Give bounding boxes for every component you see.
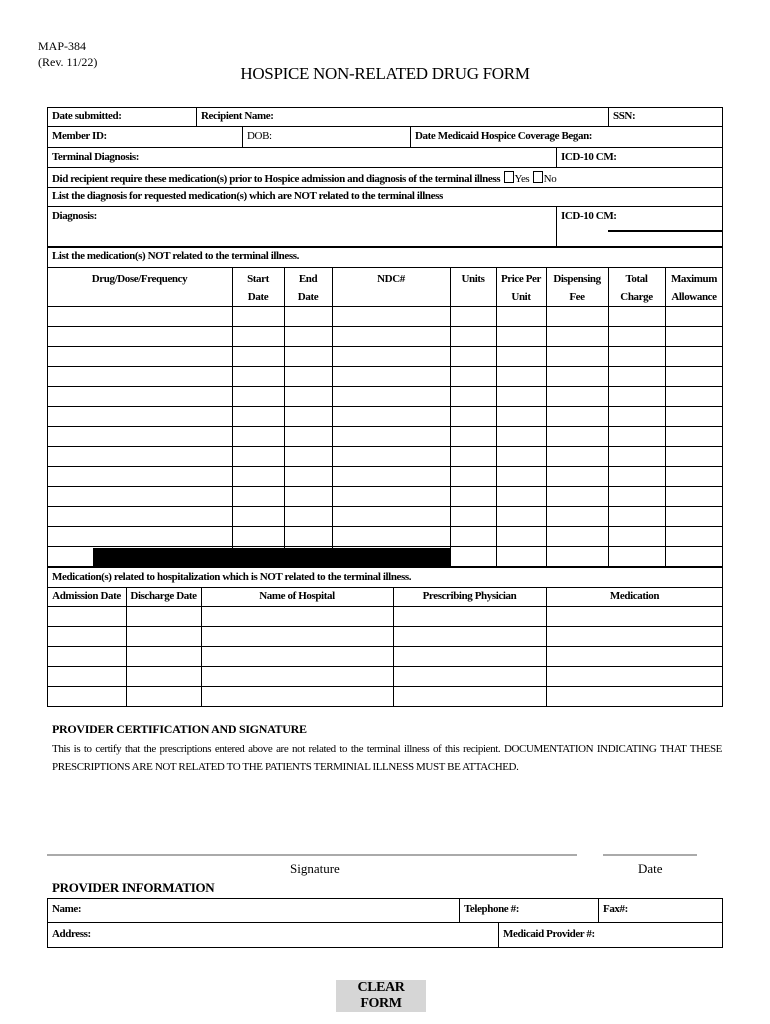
hosp-column-header: Discharge Date	[130, 590, 197, 602]
med-column-header	[232, 270, 284, 306]
yes-checkbox[interactable]	[504, 171, 514, 183]
form-title: HOSPICE NON-RELATED DRUG FORM	[240, 64, 530, 83]
med-column-header	[450, 270, 496, 288]
table-row-divider	[47, 326, 723, 327]
med-column-header-line2: Date	[247, 291, 269, 303]
med-column-header	[332, 270, 450, 288]
prior-medication-question	[52, 171, 556, 186]
med-column-header-line2: Charge	[620, 291, 653, 303]
hospitalization-caption: Medication(s) related to hospitalization which is NOT related to the terminal illness.	[52, 571, 412, 583]
med-column-header-line1: Drug/Dose/Frequency	[91, 273, 188, 285]
coverage-began-field[interactable]: Date Medicaid Hospice Coverage Began:	[415, 130, 593, 142]
fax-field[interactable]: Fax#:	[603, 903, 628, 915]
med-column-header-line1: Total	[625, 273, 648, 285]
hosp-column-header: Prescribing Physician	[422, 590, 517, 602]
medications-caption: List the medication(s) NOT related to the terminal illness.	[52, 250, 299, 262]
redacted-bar	[93, 548, 450, 566]
recipient-name-field[interactable]: Recipient Name:	[201, 110, 274, 122]
form-number: MAP-384	[38, 39, 87, 53]
provider-info-title: PROVIDER INFORMATION	[52, 880, 215, 895]
dob-field[interactable]: DOB:	[247, 130, 272, 142]
yes-label: Yes	[514, 173, 530, 185]
med-column-header	[546, 270, 608, 306]
signature-label: Signature	[290, 861, 340, 876]
med-column-header	[665, 270, 723, 306]
table-row-divider	[47, 386, 723, 387]
med-column-header-line2: Allowance	[671, 291, 717, 303]
address-field[interactable]: Address:	[52, 928, 91, 940]
no-checkbox[interactable]	[533, 171, 543, 183]
med-column-header-line2: Unit	[511, 291, 531, 303]
member-id-field[interactable]: Member ID:	[52, 130, 107, 142]
table-row-divider	[47, 706, 723, 707]
diagnosis-field[interactable]: Diagnosis:	[52, 210, 97, 222]
signature-line[interactable]	[47, 854, 577, 856]
table-row-divider	[47, 346, 723, 347]
hosp-column-header: Admission Date	[52, 590, 121, 602]
list-diagnosis-caption: List the diagnosis for requested medication(s) which are NOT related to the terminal illness	[52, 190, 443, 202]
table-row-divider	[47, 446, 723, 447]
med-column-header-line2: Date	[297, 291, 319, 303]
table-row-divider	[47, 506, 723, 507]
date-line[interactable]	[603, 854, 697, 856]
table-row-divider	[47, 546, 723, 547]
med-column-header-line1: End	[298, 273, 318, 285]
date-submitted-field[interactable]: Date submitted:	[52, 110, 122, 122]
table-row-divider	[47, 666, 723, 667]
med-column-header-line1: Maximum	[670, 273, 718, 285]
hosp-column-header: Name of Hospital	[259, 590, 335, 602]
terminal-diagnosis-field[interactable]: Terminal Diagnosis:	[52, 151, 140, 163]
med-column-header	[608, 270, 665, 306]
certification-title: PROVIDER CERTIFICATION AND SIGNATURE	[52, 722, 307, 736]
icd10-field[interactable]: ICD-10 CM:	[561, 151, 617, 163]
table-row-divider	[47, 626, 723, 627]
ssn-field[interactable]: SSN:	[613, 110, 636, 122]
table-row-divider	[47, 406, 723, 407]
table-row-divider	[47, 466, 723, 467]
certification-text: This is to certify that the prescriptions entered above are not related to the terminal illness of this recipient. DOCUMENTATION INDICATING THAT THESE PRESCRIPTIONS ARE NOT RELATED TO THE PATIENTS TERMINIAL ILLNESS MUST BE ATTACHED.	[52, 743, 722, 773]
medicaid-provider-field[interactable]: Medicaid Provider #:	[503, 928, 595, 940]
hosp-column-header: Medication	[609, 590, 660, 602]
table-row-divider	[47, 526, 723, 527]
no-label: No	[543, 173, 557, 185]
table-row-divider	[47, 587, 723, 588]
provider-name-field[interactable]: Name:	[52, 903, 82, 915]
med-column-header	[496, 270, 546, 306]
med-column-header-line2: Fee	[569, 291, 585, 303]
question-text: Did recipient require these medication(s) prior to Hospice admission and diagnosis of the terminal illness	[52, 173, 501, 185]
med-column-header-line1: NDC#	[377, 273, 405, 285]
table-row-divider	[47, 486, 723, 487]
date-label: Date	[638, 861, 663, 876]
table-row-divider	[47, 366, 723, 367]
table-row-divider	[47, 426, 723, 427]
clear-form-button[interactable]: CLEAR FORM	[336, 980, 426, 1012]
telephone-field[interactable]: Telephone #:	[464, 903, 519, 915]
table-row-divider	[47, 686, 723, 687]
icd10-field-2[interactable]: ICD-10 CM:	[561, 210, 617, 222]
med-column-header-line1: Units	[461, 273, 485, 285]
form-revision: (Rev. 11/22)	[38, 55, 98, 69]
med-column-header	[47, 270, 232, 288]
table-row-divider	[47, 646, 723, 647]
med-column-header-line1: Dispensing	[553, 273, 601, 285]
table-row-divider	[47, 606, 723, 607]
med-column-header-line1: Price Per	[500, 273, 542, 285]
med-column-header	[284, 270, 332, 306]
med-column-header-line1: Start	[247, 273, 269, 285]
